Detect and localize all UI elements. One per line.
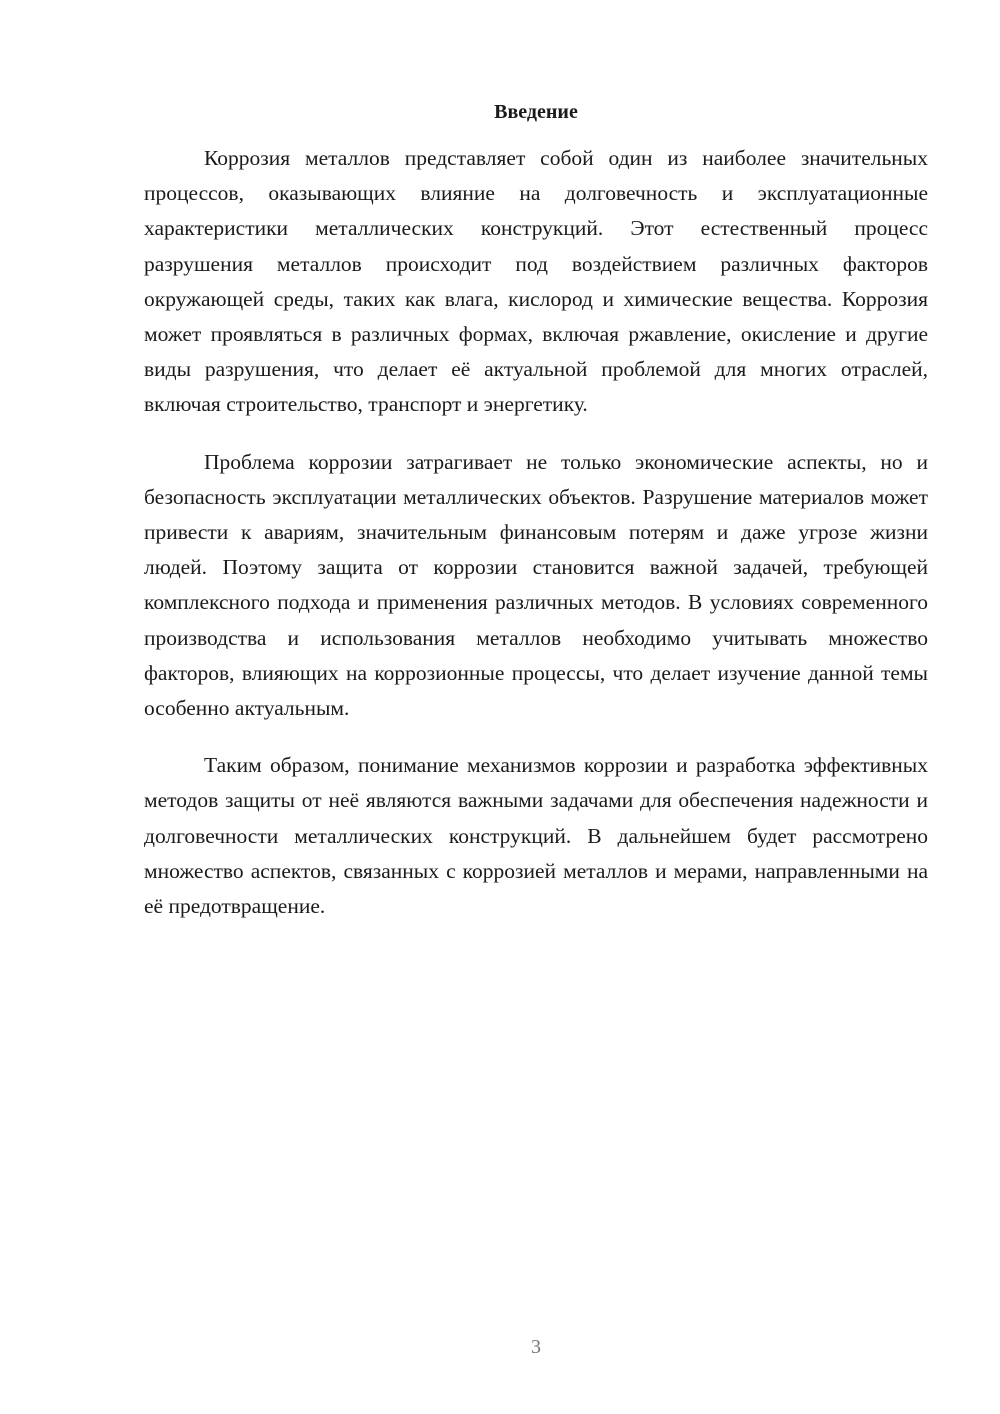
- paragraph-3: Таким образом, понимание механизмов коррозии и разработка эффективных методов защиты от неё являются важными задачами для обеспечения надежности и долговечности металлических конструкций. В дальнейшем будет рассмотрено множество аспектов, связанных с коррозией металлов и мерами, направленными на её предотвращение.: [144, 753, 928, 919]
- paragraph-1: Коррозия металлов представляет собой один из наиболее значительных процессов, оказывающих влияние на долговечность и эксплуатационные характеристики металлических конструкций. Этот естественный процесс разрушения металлов происходит под воздействием различных факторов окружающей среды, таких как влага, кислород и химические вещества. Коррозия может проявляться в различных формах, включая ржавление, окисление и другие виды разрушения, что делает её актуальной проблемой для многих отраслей, включая строительство, транспорт и энергетику.: [144, 146, 928, 417]
- paragraph-2: Проблема коррозии затрагивает не только экономические аспекты, но и безопасность эксплуатации металлических объектов. Разрушение материалов может привести к авариям, значительным финансовым потерям и даже угрозе жизни людей. Поэтому защита от коррозии становится важной задачей, требующей комплексного подхода и применения различных методов. В условиях современного производства и использования металлов необходимо учитывать множество факторов, влияющих на коррозионные процессы, что делает изучение данной темы особенно актуальным.: [144, 449, 928, 721]
- page-number: 3: [531, 1336, 541, 1358]
- section-title: Введение: [494, 101, 578, 123]
- body-text: [144, 141, 928, 946]
